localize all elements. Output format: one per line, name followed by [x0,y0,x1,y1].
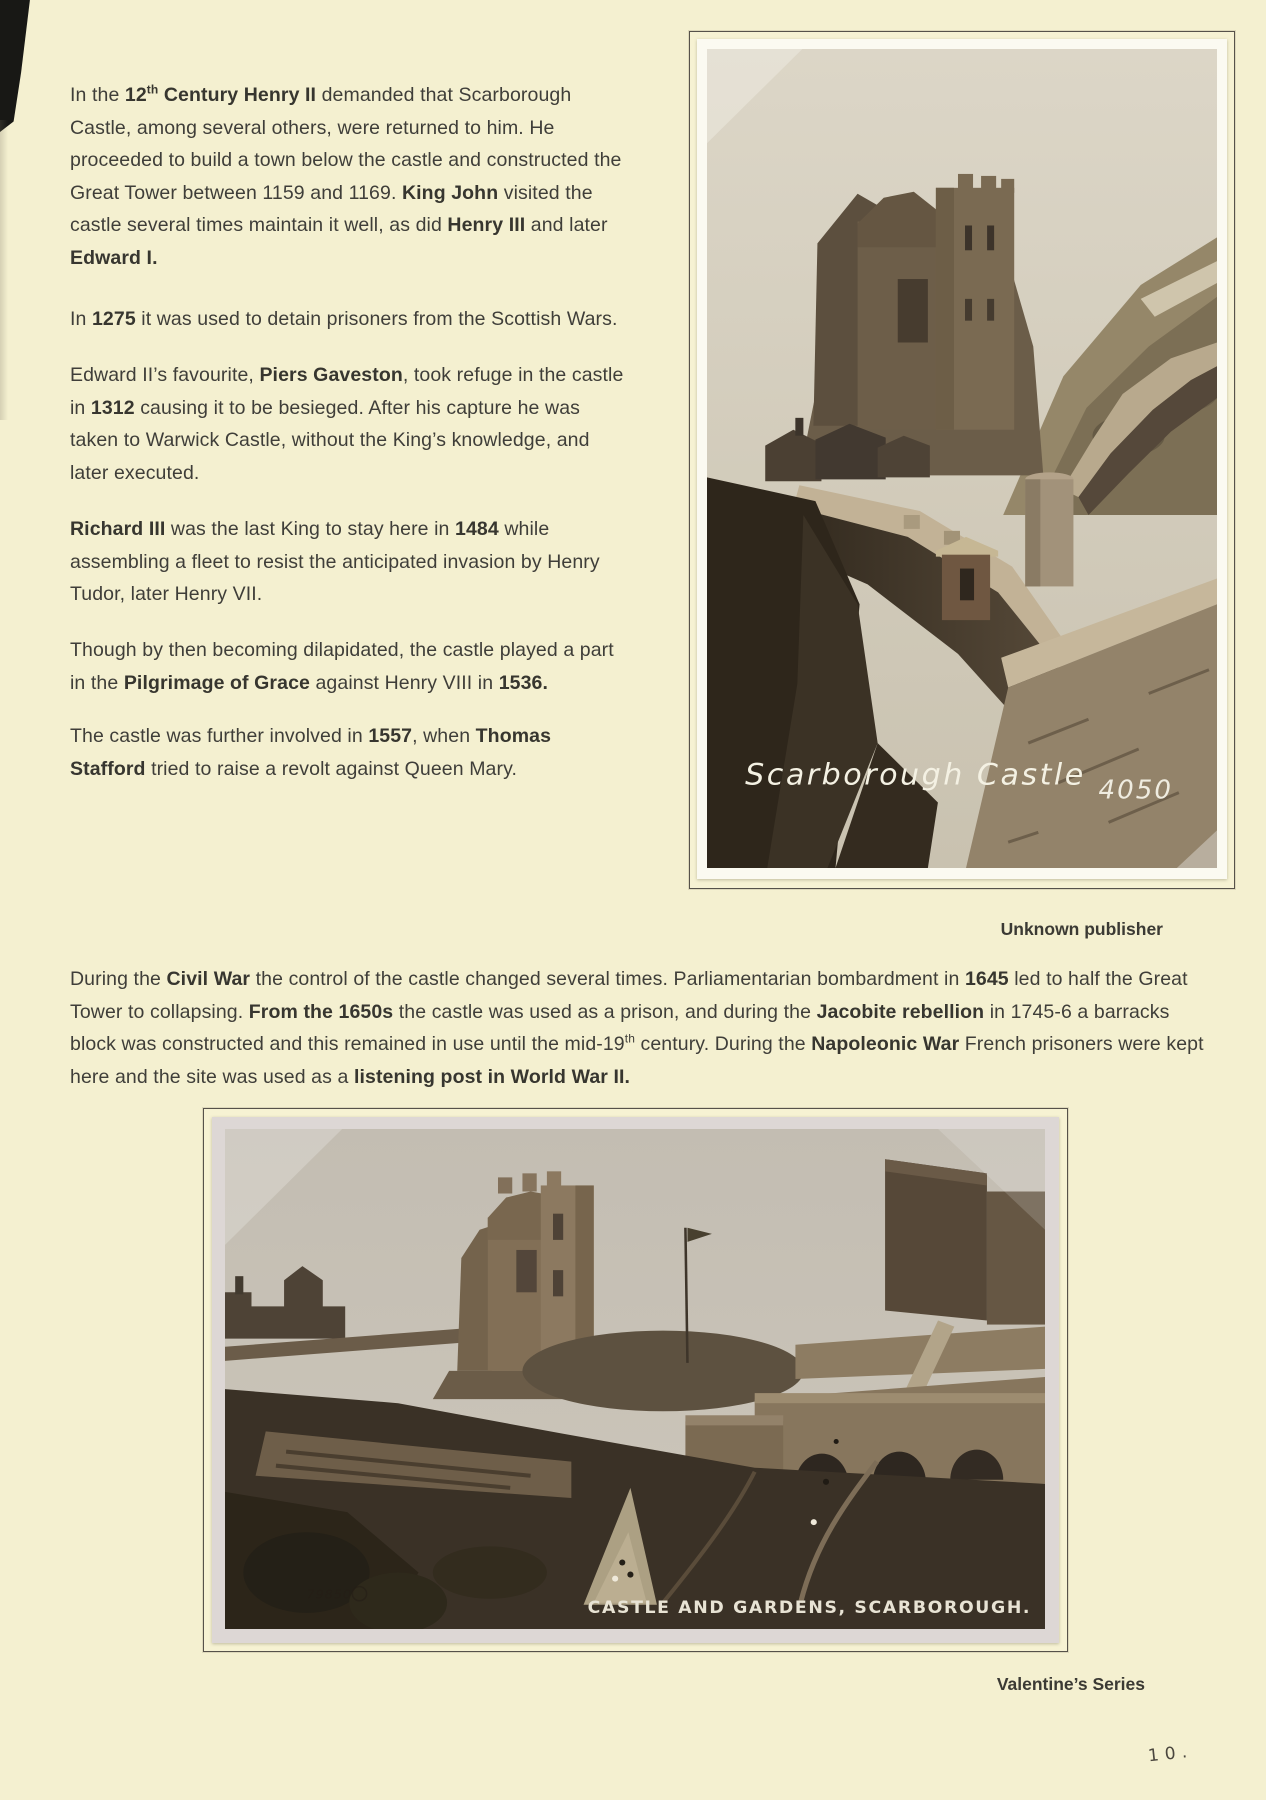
scan-edge-shade [0,120,8,420]
paragraph-stafford: The castle was further involved in 1557, when Thomas Stafford tried to raise a revolt against Queen Mary. [70,725,552,780]
castle-photo-illustration [707,49,1217,868]
postcard-serial-text: 79850 [306,1586,353,1602]
publisher-caption-top: Unknown publisher [1000,919,1163,939]
postcard-title-text: CASTLE AND GARDENS, SCARBOROUGH. [587,1597,1032,1618]
postcard-castle-gardens [212,1117,1059,1643]
scan-edge-artifact [0,0,34,132]
postcard-mount-top [689,31,1235,889]
postcard-scarborough-castle [697,39,1227,879]
postcard-title-text: Scarborough Castle [745,757,1086,793]
postcard-number-text: 4050 [1098,775,1173,806]
sentry-hut [936,537,998,620]
paragraph-richard-iii: Richard III was the last King to stay here in 1484 while assembling a fleet to resist the anticipated invasion by Henry Tudor, later Henry VII. [70,518,600,605]
paragraph-gaveston: Edward II’s favourite, Piers Gaveston, took refuge in the castle in 1312 causing it to be besieged. After his capture he was taken to Warwick Castle, without the King’s knowledge, and later executed. [70,364,624,484]
gardens-photo-illustration [225,1129,1045,1629]
postcard-mount-bottom [203,1108,1068,1652]
paragraph-1275: In 1275 it was used to detain prisoners from the Scottish Wars. [70,308,618,330]
round-tower [1025,472,1073,586]
postcard-photo-scarborough-castle [707,49,1217,868]
postcard-photo-castle-gardens [225,1129,1045,1629]
paragraph-henry-ii: In the 12th Century Henry II demanded that Scarborough Castle, among several others, were returned to him. He proceeded to build a town below the castle and constructed the Great Tower between 1159 and 1169. King John visited the castle several times maintain it well, as did Henry III and later Edward I. [70,82,622,269]
page-number: 10. [1147,1741,1194,1767]
publisher-caption-bottom: Valentine’s Series [996,1674,1145,1694]
civil-war-paragraph: During the Civil War the control of the castle changed several times. Parliamentarian bombardment in 1645 led to half the Great Tower to collapsing. From the 1650s the castle was used as a prison, and during the Jacobite rebellion in 1745-6 a barracks block was constructed and this remained in use until the mid-19th century. During the Napoleonic War French prisoners were kept here and the site was used as a listening post in World War II. [70,968,1204,1088]
paragraph-pilgrimage: Though by then becoming dilapidated, the castle played a part in the Pilgrimage of Grace against Henry VIII in 1536. [70,639,614,694]
